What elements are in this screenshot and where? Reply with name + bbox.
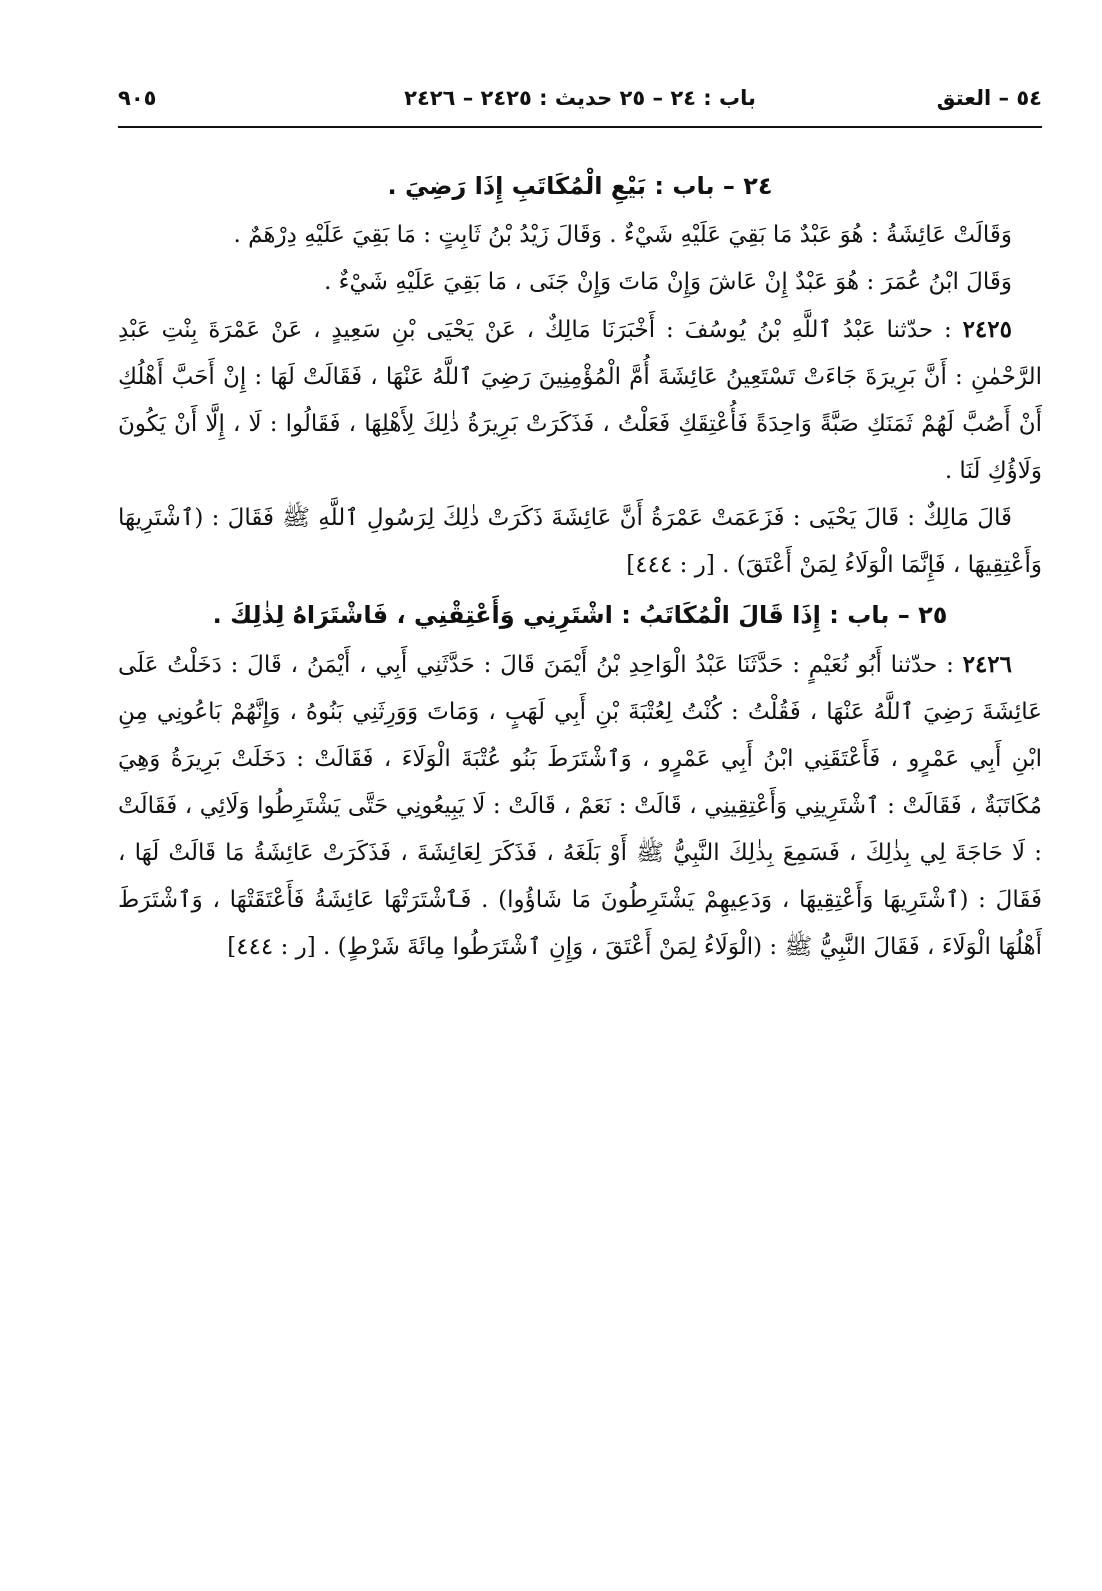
hadith-2426 bbox=[118, 641, 1042, 971]
page-body bbox=[118, 160, 1042, 971]
header-rule bbox=[118, 126, 1042, 128]
hadith-number: ٢٤٢٥ bbox=[962, 316, 1012, 343]
hadith-2425 bbox=[118, 306, 1042, 495]
chapter-24-paragraph-3: قَالَ مَالِكٌ : قَالَ يَحْيَى : فَزَعَمَتْ عَمْرَةُ أَنَّ عَائِشَةَ ذَكَرَتْ ذٰلِكَ لِرَسُولِ ٱللَّهِ ﷺ فَقَالَ : (ٱشْتَرِيهَا وَأَعْتِقِيهَا ، فَإِنَّمَا الْوَلَاءُ لِمَنْ أَعْتَقَ) . [ر : ٤٤٤] bbox=[118, 505, 1042, 578]
page-header bbox=[118, 72, 1042, 124]
chapter-24-paragraph-1: وَقَالَتْ عَائِشَةُ : هُوَ عَبْدٌ مَا بَقِيَ عَلَيْهِ شَيْءٌ . وَقَالَ زَيْدُ بْنُ ثَابِتٍ : مَا بَقِيَ عَلَيْهِ دِرْهَمٌ . bbox=[233, 222, 1012, 248]
hadith-number: ٢٤٢٦ bbox=[962, 651, 1013, 678]
page-number: ٩٠٥ bbox=[118, 86, 157, 110]
chapter-hadith-range: باب : ٢٤ – ٢٥ حديث : ٢٤٢٥ – ٢٤٢٦ bbox=[404, 86, 756, 110]
book-title: ٥٤ – العتق bbox=[936, 86, 1042, 110]
chapter-24-paragraph-2: وَقَالَ ابْنُ عُمَرَ : هُوَ عَبْدٌ إِنْ عَاشَ وَإِنْ مَاتَ وَإِنْ جَنَى ، مَا بَقِيَ عَلَيْهِ شَيْءٌ . bbox=[324, 269, 1012, 295]
chapter-24-heading: ٢٤ – باب : بَيْعِ الْمُكَاتَبِ إِذَا رَضِيَ . bbox=[387, 172, 773, 200]
hadith-text: : حدّثنا عَبْدُ ٱللَّهِ بْنُ يُوسُفَ : أَخْبَرَنَا مَالِكٌ ، عَنْ يَحْيَى بْنِ سَعِيدٍ ، عَنْ عَمْرَةَ بِنْتِ عَبْدِ الرَّحْمٰنِ : أَنَّ بَرِيرَةَ جَاءَتْ تَسْتَعِينُ عَائِشَةَ أُمَّ الْمُؤْمِنِينَ رَضِيَ ٱللَّهُ عَنْهَا ، فَقَالَتْ لَهَا : إِنْ أَحَبَّ أَهْلُكِ أَنْ أَصُبَّ لَهُمْ ثَمَنَكِ صَبَّةً وَاحِدَةً فَأُعْتِقَكِ فَعَلْتُ ، فَذَكَرَتْ بَرِيرَةُ ذٰلِكَ لِأَهْلِهَا ، فَقَالُوا : لَا ، إِلَّا أَنْ يَكُونَ وَلَاؤُكِ لَنَا . bbox=[118, 317, 1042, 484]
hadith-text: : حدّثنا أَبُو نُعَيْمٍ : حَدَّثَنَا عَبْدُ الْوَاحِدِ بْنُ أَيْمَنَ قَالَ : حَدَّثَنِي أَبِي ، أَيْمَنُ ، قَالَ : دَخَلْتُ عَلَى عَائِشَةَ رَضِيَ ٱللَّهُ عَنْهَا ، فَقُلْتُ : كُنْتُ لِعُتْبَةَ بْنِ أَبِي لَهَبٍ ، وَمَاتَ وَوَرِثَنِي بَنُوهُ ، وَإِنَّهُمْ بَاعُونِي مِنِ ابْنِ أَبِي عَمْرٍو ، فَأَعْتَقَنِي ابْنُ أَبِي عَمْرٍو ، وَٱشْتَرَطَ بَنُو عُتْبَةَ الْوَلَاءَ ، فَقَالَتْ : دَخَلَتْ بَرِيرَةُ وَهِيَ مُكَاتَبَةٌ ، فَقَالَتْ : ٱشْتَرِينِي وَأَعْتِقِينِي ، قَالَتْ : نَعَمْ ، قَالَتْ : لَا يَبِيعُونِي حَتَّى يَشْتَرِطُوا وَلَائِي ، فَقَالَتْ : لَا حَاجَةَ لِي بِذٰلِكَ ، فَسَمِعَ بِذٰلِكَ النَّبِيُّ ﷺ أَوْ بَلَغَهُ ، فَذَكَرَ لِعَائِشَةَ ، فَذَكَرَتْ عَائِشَةُ مَا قَالَتْ لَهَا ، فَقَالَ : (ٱشْتَرِيهَا وَأَعْتِقِيهَا ، وَدَعِيهِمْ يَشْتَرِطُونَ مَا شَاؤُوا) . فَٱشْتَرَتْهَا عَائِشَةُ فَأَعْتَقَتْهَا ، وَٱشْتَرَطَ أَهْلُهَا الْوَلَاءَ ، فَقَالَ النَّبِيُّ ﷺ : (الْوَلَاءُ لِمَنْ أَعْتَقَ ، وَإِنِ ٱشْتَرَطُوا مِائَةَ شَرْطٍ) . [ر : ٤٤٤] bbox=[118, 652, 1042, 960]
chapter-25-heading: ٢٥ – باب : إِذَا قَالَ الْمُكَاتَبُ : اشْتَرِنِي وَأَعْتِقْنِي ، فَاشْتَرَاهُ لِذٰلِكَ . bbox=[212, 601, 948, 629]
